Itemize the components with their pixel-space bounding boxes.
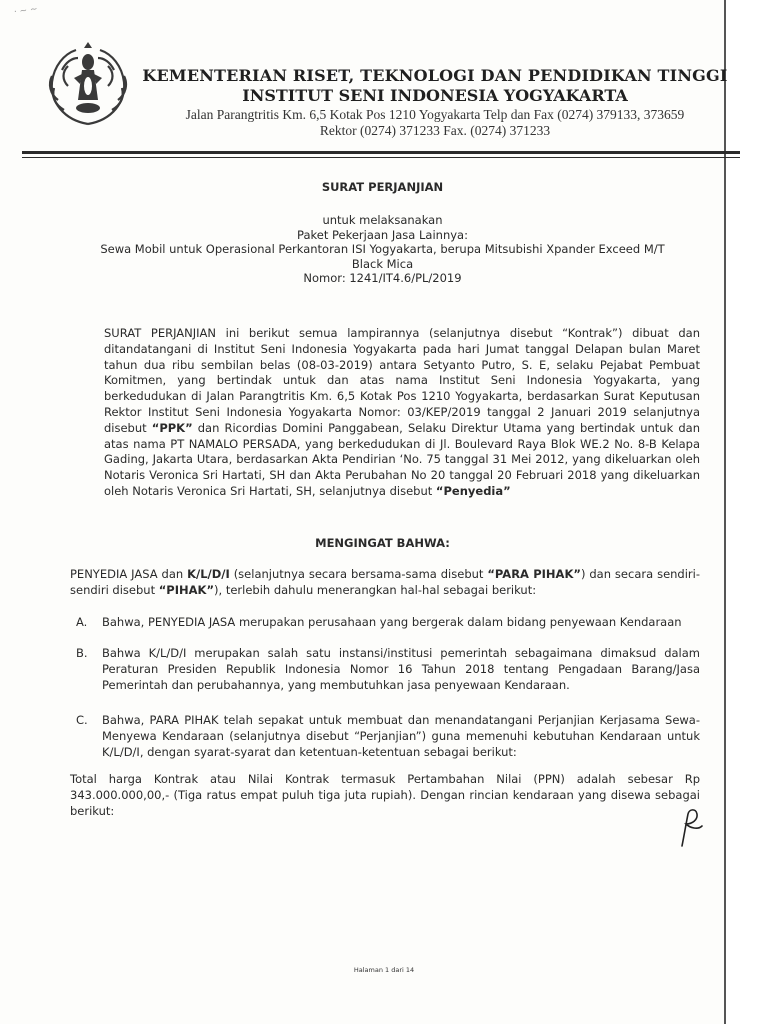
document-subtitle xyxy=(70,213,695,286)
opening-paragraph xyxy=(104,326,700,500)
kldi-term: K/L/D/I xyxy=(187,567,230,581)
opening-text-1: SURAT PERJANJIAN ini berikut semua lampirannya (selanjutnya disebut “Kontrak”) dibuat dan ditandatangani di Institut Seni Indonesia Yogyakarta pada hari Jumat tanggal Delapan bulan Maret tahun dua ribu sembilan belas (08-03-2019) antara Setyanto Putro, S. E, selaku Pejabat Pembuat Komitmen, yang bertindak untuk dan atas nama Institut Seni Indonesia Yogyakarta, yang berkedudukan di Jalan Parangtritis Km. 6,5 Kotak Pos 1210 Yogyakarta, berdasarkan Surat Keputusan Rektor Institut Seni Indonesia Yogyakarta Nomor: 03/KEP/2019 tanggal 2 Januari 2019 selanjutnya disebut xyxy=(104,326,700,435)
page-number: Halaman 1 dari 14 xyxy=(353,966,415,974)
recitals-intro-text-2: (selanjutnya secara bersama-sama disebut xyxy=(229,567,488,581)
isi-yogyakarta-logo-icon xyxy=(44,40,132,132)
document-number: Nomor: 1241/IT4.6/PL/2019 xyxy=(303,271,462,285)
recital-marker: A. xyxy=(76,615,88,629)
pihak-term: “PIHAK” xyxy=(158,582,215,597)
recitals-heading: MENGINGAT BAHWA: xyxy=(315,536,450,550)
para-pihak-term: “PARA PIHAK” xyxy=(487,567,581,581)
recitals-intro-text-1: PENYEDIA JASA dan xyxy=(70,567,188,581)
recital-marker: B. xyxy=(76,646,88,660)
recital-item xyxy=(76,615,700,631)
subtitle-line-3: Sewa Mobil untuk Operasional Perkantoran ISI Yogyakarta, berupa Mitsubishi Xpander Exceed M/T xyxy=(100,242,665,256)
recital-text: Bahwa K/L/D/I merupakan salah satu instansi/institusi pemerintah sebagaimana dimaksud dalam Peraturan Presiden Republik Indonesia Nomor 16 Tahun 2018 tentang Pengadaan Barang/Jasa Pemerintah dan perubahannya, yang membutuhkan jasa penyewaan Kendaraan. xyxy=(102,646,700,692)
recital-item xyxy=(76,646,700,693)
ppk-term: “PPK” xyxy=(151,420,193,435)
recital-text: Bahwa, PARA PIHAK telah sepakat untuk membuat dan menandatangani Perjanjian Kerjasama Sewa-Menyewa Kendaraan (selanjutnya disebut “Perjanjian”) guna memenuhi kebutuhan Kendaraan untuk K/L/D/I, dengan syarat-syarat dan ketentuan-ketentuan sebagai berikut: xyxy=(102,713,700,759)
subtitle-line-2: Paket Pekerjaan Jasa Lainnya: xyxy=(297,227,468,242)
subtitle-line-1: untuk melaksanakan xyxy=(322,213,443,227)
recitals-intro-text-4: ), terlebih dahulu menerangkan hal-hal sebagai berikut: xyxy=(214,582,537,597)
recitals-intro xyxy=(70,567,700,599)
subtitle-line-4: Black Mica xyxy=(351,256,414,271)
letterhead xyxy=(140,66,730,139)
recital-marker: C. xyxy=(76,713,88,727)
recital-text: Bahwa, PENYEDIA JASA merupakan perusahaan yang bergerak dalam bidang penyewaan Kendaraan xyxy=(102,615,682,629)
ministry-name: KEMENTERIAN RISET, TEKNOLOGI DAN PENDIDIKAN TINGGI xyxy=(142,66,728,85)
scan-artifact: · ~ ∼ xyxy=(13,4,39,18)
penyedia-term: “Penyedia” xyxy=(435,483,511,498)
recitals-intro-text-3: ) dan secara sendiri-sendiri disebut xyxy=(70,567,700,597)
recital-item xyxy=(76,713,700,760)
opening-text-2: dan Ricordias Domini Panggabean, Selaku Direktur Utama yang bertindak untuk dan atas nama PT NAMALO PERSADA, yang berkedudukan di Jl. Boulevard Raya Blok WE.2 No. 8-B Kelapa Gading, Jakarta Utara, berdasarkan Akta Pendirian ‘No. 75 tanggal 31 Mei 2012, yang dikeluarkan oleh Notaris Veronica Sri Hartati, SH dan Akta Perubahan No 20 tanggal 20 Februari 2018 yang dikeluarkan oleh Notaris Veronica Sri Hartati, SH, selanjutnya disebut xyxy=(104,420,700,498)
contract-value-paragraph: Total harga Kontrak atau Nilai Kontrak termasuk Pertambahan Nilai (PPN) adalah sebesar Rp 343.000.000,00,- (Tiga ratus empat puluh tiga juta rupiah). Dengan rincian kendaraan yang disewa sebagai berikut: xyxy=(70,772,700,818)
rector-contact: Rektor (0274) 371233 Fax. (0274) 371233 xyxy=(319,123,551,138)
letterhead-rule-thick xyxy=(22,151,740,154)
institute-address: Jalan Parangtritis Km. 6,5 Kotak Pos 1210 Yogyakarta Telp dan Fax (0274) 379133, 373659 xyxy=(185,107,685,122)
institute-name: INSTITUT SENI INDONESIA YOGYAKARTA xyxy=(242,86,628,105)
document-title: SURAT PERJANJIAN xyxy=(321,180,444,194)
handwritten-paraf xyxy=(676,806,706,848)
letterhead-rule-thin xyxy=(22,157,740,158)
